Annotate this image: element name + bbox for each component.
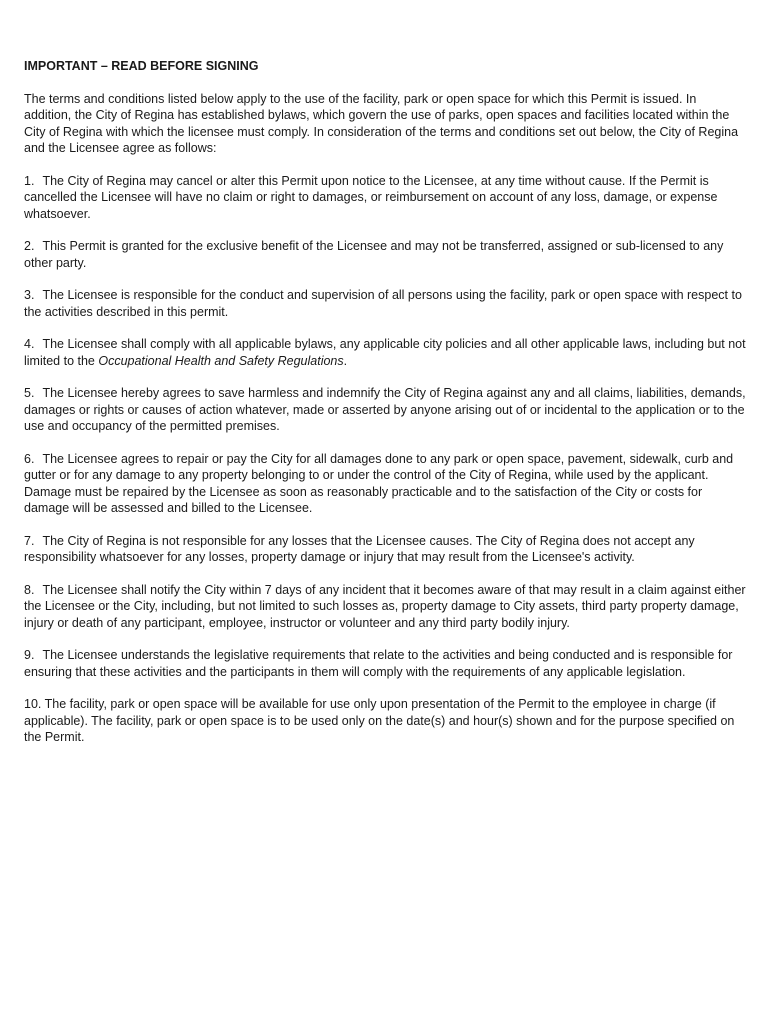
clause-number: 8. (24, 582, 35, 597)
clause-text: The City of Regina is not responsible for any losses that the Licensee causes. The City of Regina does not accept any responsibility whatsoever for any losses, property damage or injury that may result from the Licensee's activity. (24, 533, 695, 564)
clause-number: 7. (24, 533, 35, 548)
clause-number: 4. (24, 337, 35, 351)
clause-1 (24, 173, 746, 223)
clause-number: 1. (24, 173, 35, 188)
document-heading: IMPORTANT – READ BEFORE SIGNING (24, 59, 259, 73)
clause-7 (24, 533, 746, 566)
clause-text: The Licensee shall notify the City within 7 days of any incident that it becomes aware of that may result in a claim against either the Licensee or the City, including, but not limited to such losses as, property damage to City assets, third party property damage, injury or death of any participant, employee, instructor or volunteer and any third party bodily injury. (24, 582, 746, 630)
clause-3 (24, 287, 746, 320)
clause-2 (24, 238, 746, 271)
clause-number: 5. (24, 386, 35, 400)
clause-text: The City of Regina may cancel or alter this Permit upon notice to the Licensee, at any time without cause. If the Permit is cancelled the Licensee will have no claim or right to damages, or reimbursement on account of any loss, damage, or expense whatsoever. (24, 173, 718, 221)
intro-paragraph: The terms and conditions listed below apply to the use of the facility, park or open space for which this Permit is issued. In addition, the City of Regina has established bylaws, which govern the use of parks, open spaces and facilities located within the City of Regina with which the licensee must comply. In consideration of the terms and conditions set out below, the City of Regina and the Licensee agree as follows: (24, 91, 739, 155)
clause-5 (24, 385, 746, 435)
clause-text: This Permit is granted for the exclusive benefit of the Licensee and may not be transferred, assigned or sub-licensed to any other party. (24, 239, 724, 270)
clause-text: The facility, park or open space will be available for use only upon presentation of the Permit to the employee in charge (if applicable). The facility, park or open space is to be used only on the date(s) and hour(s) shown and for the purpose specified on the Permit. (24, 697, 735, 744)
clause-text: The Licensee hereby agrees to save harmless and indemnify the City of Regina against any and all claims, liabilities, demands, damages or rights or causes of action whatever, made or asserted by anyone arising out of or incidental to the application or to the use and occupancy of the permitted premises. (24, 386, 746, 433)
clause-text: The Licensee is responsible for the conduct and supervision of all persons using the facility, park or open space with respect to the activities described in this permit. (24, 288, 742, 319)
clause-number: 2. (24, 239, 35, 253)
clause-6 (24, 451, 746, 517)
clause-4 (24, 336, 746, 369)
clause-text: The Licensee agrees to repair or pay the City for all damages done to any park or open space, pavement, sidewalk, curb and gutter or for any damage to any property belonging to or under the control of the City of Regina, while used by the applicant. Damage must be repaired by the Licensee as soon as reasonably practicable and to the satisfaction of the City or costs for damage will be assessed and billed to the Licensee. (24, 451, 734, 515)
clause-text: The Licensee understands the legislative requirements that relate to the activities and being conducted and is responsible for ensuring that these activities and the participants in them will comply with the requirements of any applicable legislation. (24, 648, 733, 679)
clause-8 (24, 582, 746, 632)
regulation-title: Occupational Health and Safety Regulations (98, 353, 344, 368)
clause-text: The Licensee shall comply with all applicable bylaws, any applicable city policies and all other applicable laws, including but not limited to the (24, 337, 746, 368)
clause-number: 6. (24, 451, 35, 466)
permit-terms-document (24, 58, 746, 762)
clause-10 (24, 696, 746, 746)
clause-number: 10. (24, 697, 42, 711)
clause-number: 9. (24, 648, 35, 662)
clause-9 (24, 647, 746, 680)
clause-number: 3. (24, 288, 35, 302)
clause-text-end: . (343, 353, 348, 368)
